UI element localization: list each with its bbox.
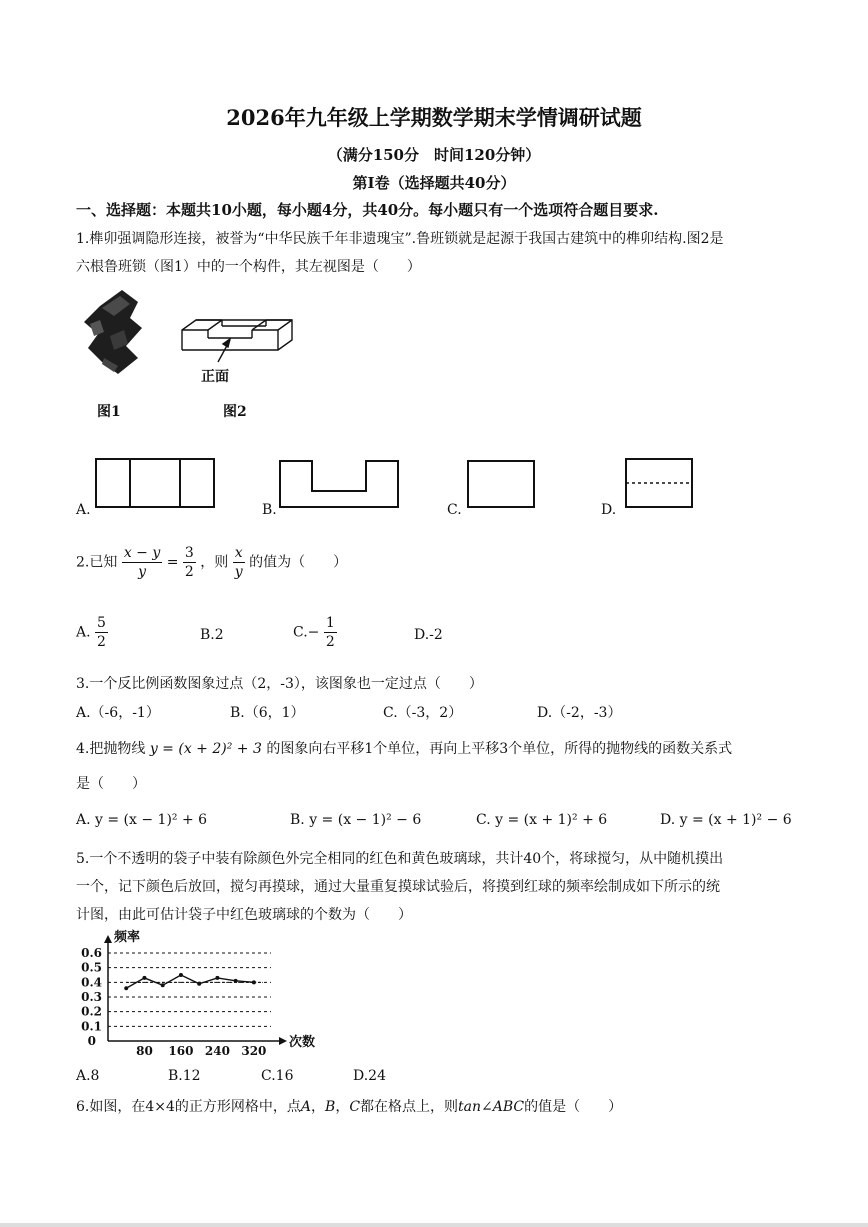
q2-den1: y: [138, 564, 146, 580]
q6-stem-a: 6.如图，在4×4的正方形网格中，点: [76, 1099, 301, 1115]
building-block-drawing: [182, 320, 292, 362]
data-point: [179, 973, 183, 977]
y-tick-label: 0.3: [81, 990, 102, 1004]
q6-point-c: C: [349, 1099, 361, 1115]
x-axis-label: 次数: [289, 1035, 316, 1050]
q2-option-a-fraction: [95, 614, 108, 651]
q3-stem: 3.一个反比例函数图象过点（2，-3），该图象也一定过点（ ）: [76, 676, 483, 692]
q1-stem-line1: 1.榫卯强调隐形连接，被誉为“中华民族千年非遗瑰宝”.鲁班锁就是起源于我国古建筑中的榫卯结构.图2是: [76, 231, 724, 247]
q1-option-b[interactable]: B.: [262, 502, 277, 518]
q3-option-c[interactable]: C.（-3，2）: [383, 705, 463, 721]
option-d-figure: [626, 459, 692, 507]
option-c-figure: [468, 461, 534, 507]
q6-tan-expression: tan∠ABC: [458, 1099, 525, 1115]
q1-option-figures: [90, 455, 710, 515]
q1-figures: [80, 288, 320, 388]
data-point: [252, 980, 256, 984]
q3-option-a[interactable]: A.（-6，-1）: [76, 705, 160, 721]
q2-option-a[interactable]: [76, 614, 108, 651]
q5-option-b[interactable]: B.12: [168, 1068, 201, 1084]
q1-option-d[interactable]: D.: [601, 502, 617, 518]
x-tick-label: 320: [241, 1044, 267, 1055]
q2-fraction-rhs: [183, 544, 196, 581]
luban-lock-photo: [84, 290, 142, 374]
x-axis-arrow: [279, 1037, 287, 1045]
y-tick-label: 0.5: [81, 960, 102, 975]
q5-option-a[interactable]: A.8: [76, 1068, 100, 1084]
q6-sep2: ，: [335, 1099, 350, 1115]
data-point: [197, 982, 201, 986]
q6-sep1: ，: [311, 1099, 326, 1115]
q6-point-a: A: [300, 1099, 312, 1115]
q2-fraction-target: [233, 544, 245, 581]
figure2-label: 图2: [223, 404, 247, 420]
score-time-info: （满分150分 时间120分钟）: [327, 146, 541, 164]
x-tick-label: 80: [136, 1044, 153, 1055]
q2-option-c-den: 2: [325, 634, 335, 650]
q2-stem: [76, 544, 347, 581]
q4-stem-b: 的图象向右平移1个单位，再向上平移3个单位，所得的抛物线的函数关系式: [266, 741, 733, 757]
q5-stem-line3: 计图，由此可估计袋子中红色玻璃球的个数为（ ）: [76, 907, 412, 923]
q4-option-d[interactable]: D. y = (x + 1)² − 6: [660, 812, 792, 828]
q1-option-a[interactable]: A.: [76, 502, 91, 518]
q2-num3: x: [234, 545, 243, 561]
y-axis-label: 频率: [114, 930, 141, 945]
q3-option-b[interactable]: B.（6，1）: [230, 705, 305, 721]
q2-fraction-lhs: [122, 544, 162, 581]
q2-prefix: 2.已知: [76, 554, 118, 571]
q1-option-c[interactable]: C.: [447, 502, 462, 518]
q2-option-c-num: 1: [325, 615, 335, 631]
q2-option-b[interactable]: B.2: [200, 627, 224, 643]
q2-option-c-fraction: [324, 614, 337, 651]
y-tick-label: 0.1: [81, 1019, 102, 1034]
q6-point-b: B: [325, 1099, 336, 1115]
q2-option-a-den: 2: [97, 634, 106, 650]
volume-heading: 第Ⅰ卷（选择题共40分）: [352, 174, 516, 192]
y-axis-arrow: [104, 935, 112, 943]
origin-label: 0: [87, 1034, 96, 1048]
x-tick-label: 160: [168, 1044, 194, 1055]
data-point: [234, 979, 238, 983]
q6-stem: [76, 1096, 622, 1116]
q6-stem-c: 的值是（ ）: [524, 1099, 623, 1115]
page-title: 2026年九年级上学期数学期末学情调研试题: [226, 105, 642, 130]
q4-stem-a: 4.把抛物线: [76, 741, 146, 757]
q2-equals: =: [166, 554, 179, 571]
section-heading: 一、选择题：本题共10小题，每小题4分，共40分。每小题只有一个选项符合题目要求.: [76, 201, 659, 219]
q2-den3: y: [234, 564, 243, 580]
q5-stem-line1: 5.一个不透明的袋子中装有除颜色外完全相同的红色和黄色玻璃球，共计40个，将球搅匀，从中随机摸出: [76, 851, 724, 867]
q4-stem-line2: 是（ ）: [76, 776, 146, 792]
figure1-label: 图1: [97, 404, 121, 420]
q4-option-a[interactable]: A. y = (x − 1)² + 6: [76, 812, 208, 828]
q3-option-d[interactable]: D.（-2，-3）: [537, 705, 622, 721]
front-label: 正面: [201, 369, 229, 385]
q2-option-a-label: A.: [76, 624, 91, 641]
q4-option-b[interactable]: B. y = (x − 1)² − 6: [290, 812, 422, 828]
q2-den2: 2: [184, 564, 194, 580]
page-bottom-edge: [0, 1223, 868, 1227]
y-tick-label: 0.6: [81, 946, 102, 960]
q4-option-c[interactable]: C. y = (x + 1)² + 6: [476, 812, 608, 828]
q5-stem-line2: 一个，记下颜色后放回，搅匀再摸球，通过大量重复摸球试验后，将摸到红球的频率绘制成如下所示的统: [76, 879, 720, 895]
option-b-figure: [280, 461, 398, 507]
q2-suffix: 的值为（ ）: [249, 554, 348, 571]
frequency-chart: [70, 925, 320, 1055]
q2-option-c-label: C.−: [293, 624, 320, 641]
q5-option-d[interactable]: D.24: [353, 1068, 386, 1084]
q5-option-c[interactable]: C.16: [261, 1068, 294, 1084]
q6-stem-b: 都在格点上，则: [360, 1099, 459, 1115]
q2-option-d[interactable]: D.-2: [414, 627, 443, 643]
q2-num2: 3: [184, 545, 194, 561]
q4-expression: y = (x + 2)² + 3: [149, 741, 262, 757]
q2-option-a-num: 5: [97, 615, 106, 631]
data-point: [215, 976, 219, 980]
data-point: [161, 983, 165, 987]
data-point: [124, 986, 128, 990]
q2-num1: x − y: [123, 545, 161, 561]
q2-mid: ，则: [200, 554, 229, 571]
option-a-figure: [96, 459, 214, 507]
q2-option-c[interactable]: [293, 614, 337, 651]
x-tick-label: 240: [204, 1044, 230, 1055]
y-tick-label: 0.4: [81, 975, 102, 990]
q4-stem-line1: [76, 738, 732, 758]
q1-stem-line2: 六根鲁班锁（图1）中的一个构件，其左视图是（ ）: [76, 259, 421, 275]
data-point: [142, 976, 146, 980]
y-tick-label: 0.2: [81, 1004, 102, 1019]
